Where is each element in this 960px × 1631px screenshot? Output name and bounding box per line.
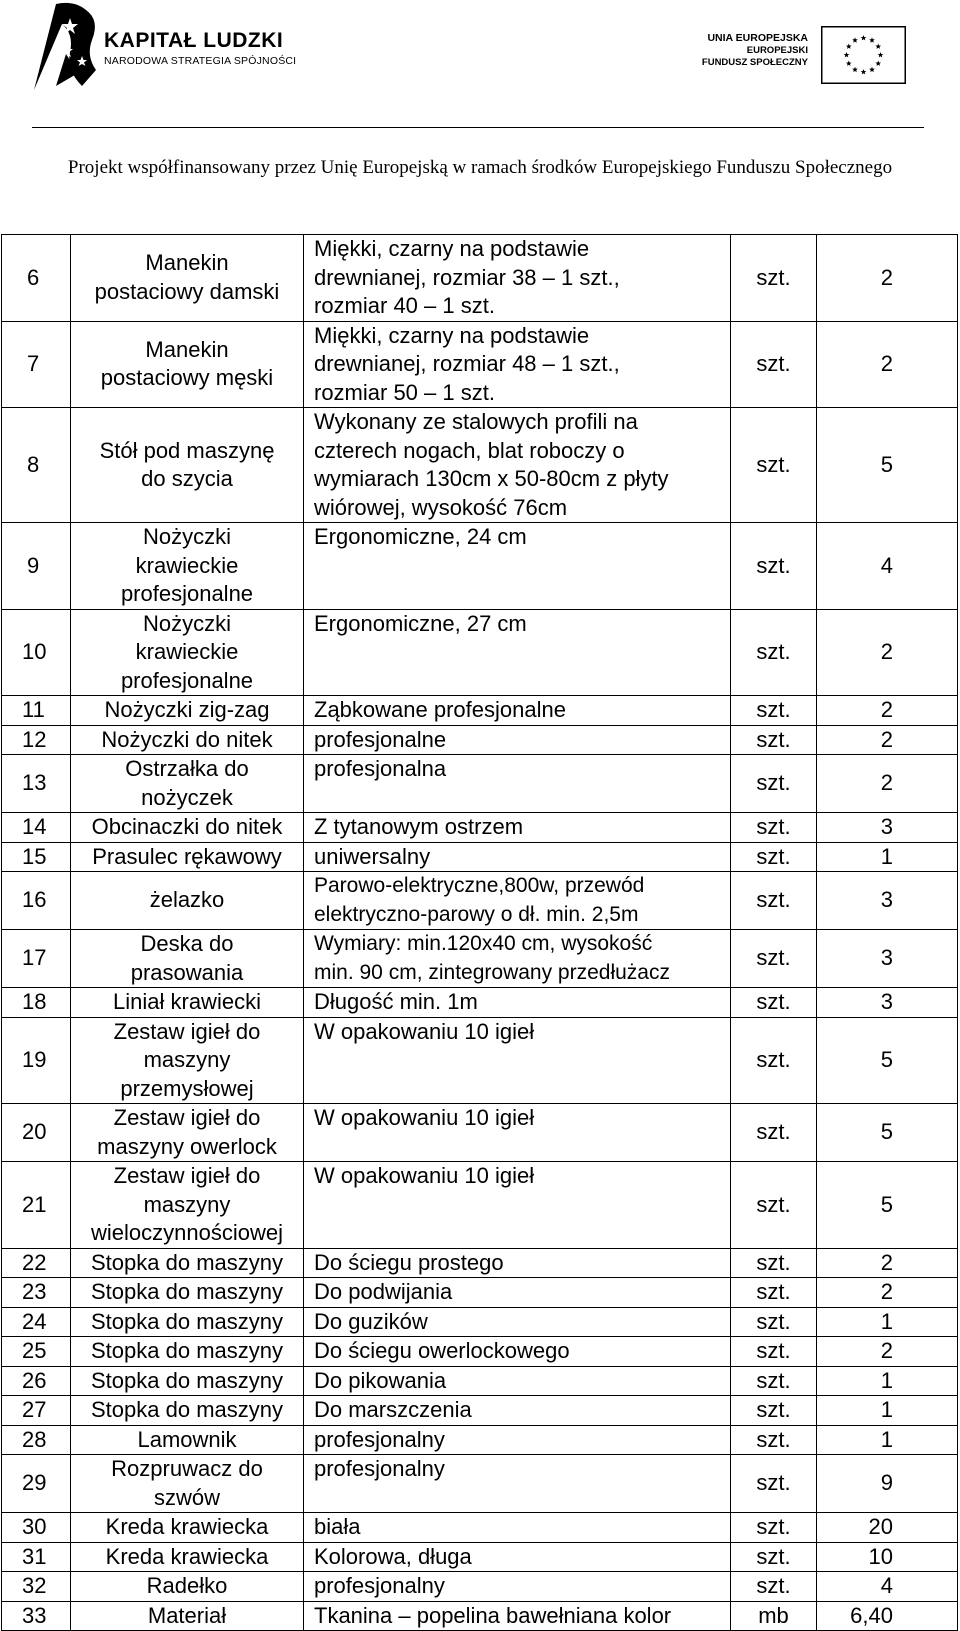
- item-description: [304, 235, 731, 322]
- item-number: 7: [2, 321, 71, 408]
- item-number: 28: [2, 1425, 71, 1455]
- item-description-line: Wymiary: min.120x40 cm, wysokość: [314, 932, 653, 955]
- item-quantity: 2: [817, 755, 958, 813]
- item-unit: szt.: [731, 1104, 817, 1162]
- item-description-line: Tkanina – popelina bawełniana kolor: [314, 1602, 672, 1628]
- item-unit: szt.: [731, 408, 817, 523]
- item-name-line: Zestaw igieł do: [113, 1105, 261, 1130]
- item-name-line: Stopka do maszyny: [91, 1367, 283, 1393]
- item-number: 23: [2, 1278, 71, 1308]
- table-row: [2, 755, 958, 813]
- item-quantity: 5: [817, 1017, 958, 1104]
- item-number: 8: [2, 408, 71, 523]
- item-name: [71, 1337, 304, 1367]
- table-row: [2, 321, 958, 408]
- item-name-line: Kreda krawiecka: [105, 1543, 269, 1569]
- item-unit: szt.: [731, 872, 817, 930]
- item-name: [71, 1396, 304, 1426]
- item-description-line: Miękki, czarny na podstawie: [314, 236, 590, 261]
- item-description: [304, 408, 731, 523]
- item-name: [71, 696, 304, 726]
- item-name-line: krawieckie: [135, 552, 239, 578]
- item-number: 32: [2, 1572, 71, 1602]
- item-description-line: biała: [314, 1514, 361, 1539]
- item-description: [304, 1248, 731, 1278]
- table-row: [2, 609, 958, 696]
- item-name-line: profesjonalne: [120, 581, 254, 606]
- item-quantity: 2: [817, 1337, 958, 1367]
- item-name: [71, 408, 304, 523]
- table-row: [2, 696, 958, 726]
- table-row: [2, 988, 958, 1018]
- item-name: [71, 1425, 304, 1455]
- table-row: [2, 1162, 958, 1249]
- item-name-line: Nożyczki: [142, 524, 231, 549]
- item-quantity: 2: [817, 609, 958, 696]
- table-row: [2, 408, 958, 523]
- item-name-line: prasowania: [130, 959, 244, 985]
- item-unit: szt.: [731, 523, 817, 610]
- item-number: 12: [2, 725, 71, 755]
- item-name-line: Materiał: [147, 1602, 227, 1628]
- item-description-line: profesjonalny: [314, 1426, 445, 1452]
- item-description-line: Do pikowania: [314, 1367, 447, 1393]
- item-name-line: do szycia: [141, 466, 233, 491]
- item-description: [304, 1572, 731, 1602]
- item-name: [71, 725, 304, 755]
- item-number: 27: [2, 1396, 71, 1426]
- item-quantity: 4: [817, 523, 958, 610]
- item-description-line: Do guzików: [314, 1308, 428, 1334]
- item-description: [304, 1366, 731, 1396]
- item-quantity: 2: [817, 1278, 958, 1308]
- item-name-line: Nożyczki do nitek: [101, 726, 273, 752]
- table-row: [2, 1366, 958, 1396]
- item-quantity: 4: [817, 1572, 958, 1602]
- kapital-ludzki-title: KAPITAŁ LUDZKI: [104, 29, 284, 52]
- item-description-line: drewnianej, rozmiar 38 – 1 szt.,: [314, 264, 620, 290]
- item-name-line: Stopka do maszyny: [91, 1397, 283, 1422]
- equipment-table: [1, 234, 958, 1631]
- item-number: 13: [2, 755, 71, 813]
- item-description-line: Ergonomiczne, 27 cm: [314, 610, 527, 636]
- item-name: [71, 872, 304, 930]
- table-row: [2, 930, 958, 988]
- table-row: [2, 1337, 958, 1367]
- item-unit: szt.: [731, 321, 817, 408]
- item-number: 11: [2, 696, 71, 726]
- table-row: [2, 1455, 958, 1513]
- item-number: 20: [2, 1104, 71, 1162]
- item-name: [71, 1104, 304, 1162]
- table-row: [2, 1248, 958, 1278]
- item-description-line: W opakowaniu 10 igieł: [314, 1163, 535, 1188]
- item-number: 14: [2, 813, 71, 843]
- eu-logo-text: [690, 32, 808, 69]
- item-unit: szt.: [731, 1017, 817, 1104]
- item-quantity: 1: [817, 1307, 958, 1337]
- table-row: [2, 842, 958, 872]
- item-description: [304, 813, 731, 843]
- item-name-line: Prasulec rękawowy: [92, 843, 282, 869]
- table-row: [2, 813, 958, 843]
- item-description-line: Do marszczenia: [314, 1397, 472, 1422]
- item-quantity: 5: [817, 1162, 958, 1249]
- item-name: [71, 1572, 304, 1602]
- item-name-line: Ostrzałka do: [125, 756, 249, 781]
- item-description: [304, 842, 731, 872]
- item-description: [304, 755, 731, 813]
- table-row: [2, 1278, 958, 1308]
- item-number: 6: [2, 235, 71, 322]
- item-description-line: wymiarach 130cm x 50-80cm z płyty: [314, 466, 669, 491]
- item-number: 9: [2, 523, 71, 610]
- item-description: [304, 1307, 731, 1337]
- item-number: 29: [2, 1455, 71, 1513]
- item-name: [71, 1017, 304, 1104]
- item-name: [71, 1278, 304, 1308]
- item-description-line: Do podwijania: [314, 1279, 453, 1304]
- item-unit: szt.: [731, 1425, 817, 1455]
- item-name-line: szwów: [153, 1484, 220, 1510]
- item-number: 24: [2, 1307, 71, 1337]
- item-number: 31: [2, 1542, 71, 1572]
- table-row: [2, 1396, 958, 1426]
- item-quantity: 5: [817, 1104, 958, 1162]
- item-description-line: profesjonalne: [314, 726, 447, 752]
- item-description-line: Do ściegu owerlockowego: [314, 1338, 570, 1363]
- item-description-line: rozmiar 50 – 1 szt.: [314, 379, 495, 405]
- item-name-line: Stół pod maszynę: [99, 437, 275, 463]
- item-unit: szt.: [731, 1513, 817, 1543]
- item-unit: szt.: [731, 842, 817, 872]
- item-number: 15: [2, 842, 71, 872]
- item-name-line: profesjonalne: [120, 667, 254, 693]
- item-description-line: Wykonany ze stalowych profili na: [314, 409, 638, 434]
- item-unit: szt.: [731, 755, 817, 813]
- item-name-line: Rozpruwacz do: [111, 1456, 263, 1481]
- table-row: [2, 235, 958, 322]
- item-name-line: Kreda krawiecka: [105, 1514, 269, 1539]
- item-description: [304, 609, 731, 696]
- item-description-line: Parowo-elektryczne,800w, przewód: [314, 874, 645, 897]
- item-name: [71, 235, 304, 322]
- item-quantity: 1: [817, 1366, 958, 1396]
- item-description-line: Miękki, czarny na podstawie: [314, 322, 590, 348]
- item-description-line: Ząbkowane profesjonalne: [314, 697, 566, 722]
- item-description: [304, 321, 731, 408]
- item-description: [304, 1337, 731, 1367]
- item-description: [304, 1425, 731, 1455]
- item-description: [304, 696, 731, 726]
- item-name-line: Nożyczki zig-zag: [104, 697, 270, 722]
- item-description-line: czterech nogach, blat roboczy o: [314, 437, 625, 463]
- item-unit: szt.: [731, 1396, 817, 1426]
- item-number: 17: [2, 930, 71, 988]
- table-row: [2, 1425, 958, 1455]
- item-quantity: 2: [817, 725, 958, 755]
- item-description-line: rozmiar 40 – 1 szt.: [314, 293, 495, 318]
- item-unit: szt.: [731, 1337, 817, 1367]
- header-divider: [32, 127, 924, 128]
- table-row: [2, 1572, 958, 1602]
- item-quantity: 2: [817, 696, 958, 726]
- table-row: [2, 1017, 958, 1104]
- item-name-line: Zestaw igieł do: [113, 1018, 261, 1044]
- item-name-line: maszyny: [143, 1191, 231, 1217]
- item-number: 18: [2, 988, 71, 1018]
- item-description-line: W opakowaniu 10 igieł: [314, 1018, 535, 1044]
- item-description: [304, 1278, 731, 1308]
- item-description-line: min. 90 cm, zintegrowany przedłużacz: [314, 960, 670, 984]
- table-row: [2, 872, 958, 930]
- item-quantity: 3: [817, 872, 958, 930]
- item-description-line: wiórowej, wysokość 76cm: [314, 494, 568, 520]
- item-quantity: 3: [817, 930, 958, 988]
- item-description-line: profesjonalny: [314, 1573, 445, 1598]
- item-quantity: 10: [817, 1542, 958, 1572]
- item-unit: szt.: [731, 1278, 817, 1308]
- item-description-line: profesjonalny: [314, 1456, 445, 1481]
- item-name-line: Deska do: [140, 931, 234, 956]
- item-description: [304, 1542, 731, 1572]
- item-unit: szt.: [731, 1248, 817, 1278]
- item-name-line: żelazko: [149, 887, 225, 913]
- item-unit: szt.: [731, 1572, 817, 1602]
- item-description-line: Z tytanowym ostrzem: [314, 814, 524, 839]
- item-description-line: uniwersalny: [314, 843, 431, 869]
- item-name: [71, 755, 304, 813]
- item-description-line: W opakowaniu 10 igieł: [314, 1105, 535, 1130]
- eu-fund-line2: FUNDUSZ SPOŁECZNY: [701, 57, 808, 68]
- item-name-line: maszyny: [143, 1047, 231, 1072]
- item-quantity: 3: [817, 988, 958, 1018]
- item-unit: szt.: [731, 235, 817, 322]
- item-name-line: Nożyczki: [142, 610, 231, 636]
- item-quantity: 20: [817, 1513, 958, 1543]
- item-name: [71, 1162, 304, 1249]
- item-name: [71, 988, 304, 1018]
- item-number: 33: [2, 1601, 71, 1631]
- item-name: [71, 609, 304, 696]
- item-name-line: Manekin: [145, 336, 229, 362]
- item-quantity: 1: [817, 1396, 958, 1426]
- item-description: [304, 523, 731, 610]
- item-name: [71, 1248, 304, 1278]
- item-name: [71, 523, 304, 610]
- item-number: 21: [2, 1162, 71, 1249]
- table-row: [2, 725, 958, 755]
- item-name-line: Stopka do maszyny: [91, 1249, 283, 1275]
- item-unit: szt.: [731, 930, 817, 988]
- item-name-line: Stopka do maszyny: [91, 1338, 283, 1363]
- eu-name: UNIA EUROPEJSKA: [707, 32, 808, 44]
- item-description: [304, 872, 731, 930]
- item-name-line: Stopka do maszyny: [91, 1308, 283, 1334]
- item-quantity: 2: [817, 1248, 958, 1278]
- item-description: [304, 1601, 731, 1631]
- item-quantity: 1: [817, 842, 958, 872]
- item-quantity: 3: [817, 813, 958, 843]
- item-quantity: 9: [817, 1455, 958, 1513]
- item-number: 19: [2, 1017, 71, 1104]
- table-row: [2, 1542, 958, 1572]
- table-row: [2, 1601, 958, 1631]
- item-name-line: Liniał krawiecki: [113, 989, 261, 1014]
- item-unit: szt.: [731, 988, 817, 1018]
- item-name: [71, 1513, 304, 1543]
- item-quantity: 2: [817, 235, 958, 322]
- item-name-line: wieloczynnościowej: [91, 1220, 283, 1245]
- item-description: [304, 1513, 731, 1543]
- item-quantity: 5: [817, 408, 958, 523]
- item-name: [71, 842, 304, 872]
- project-cofinancing-note: Projekt współfinansowany przez Unię Europejską w ramach środków Europejskiego Funduszu Społecznego: [67, 157, 893, 178]
- item-unit: szt.: [731, 609, 817, 696]
- item-number: 10: [2, 609, 71, 696]
- item-name-line: Radełko: [146, 1573, 228, 1598]
- item-unit: mb: [731, 1601, 817, 1631]
- item-unit: szt.: [731, 1162, 817, 1249]
- item-description: [304, 1017, 731, 1104]
- item-name: [71, 813, 304, 843]
- item-description: [304, 1455, 731, 1513]
- item-number: 26: [2, 1366, 71, 1396]
- table-row: [2, 1513, 958, 1543]
- item-unit: szt.: [731, 725, 817, 755]
- item-description-line: Długość min. 1m: [314, 989, 478, 1014]
- item-unit: szt.: [731, 696, 817, 726]
- item-quantity: 2: [817, 321, 958, 408]
- item-description: [304, 1162, 731, 1249]
- item-name-line: postaciowy męski: [100, 365, 274, 391]
- item-description: [304, 1104, 731, 1162]
- item-description: [304, 725, 731, 755]
- item-name: [71, 1455, 304, 1513]
- item-name-line: maszyny owerlock: [97, 1133, 277, 1159]
- item-name-line: Manekin: [145, 250, 229, 276]
- item-name-line: Zestaw igieł do: [113, 1163, 261, 1188]
- kapital-ludzki-subtitle: NARODOWA STRATEGIA SPÓJNOŚCI: [104, 55, 297, 67]
- item-unit: szt.: [731, 1542, 817, 1572]
- item-number: 16: [2, 872, 71, 930]
- table-row: [2, 1307, 958, 1337]
- item-name-line: Stopka do maszyny: [91, 1279, 283, 1304]
- item-description-line: Ergonomiczne, 24 cm: [314, 524, 527, 549]
- item-name: [71, 321, 304, 408]
- item-description-line: profesjonalna: [314, 756, 447, 781]
- item-unit: szt.: [731, 1455, 817, 1513]
- item-name-line: krawieckie: [135, 639, 239, 664]
- item-description: [304, 988, 731, 1018]
- item-description-line: elektryczno-parowy o dł. min. 2,5m: [314, 902, 639, 926]
- item-description: [304, 1396, 731, 1426]
- eu-fund-line1: EUROPEJSKI: [746, 45, 808, 56]
- item-name-line: nożyczek: [141, 784, 233, 810]
- item-number: 22: [2, 1248, 71, 1278]
- item-description: [304, 930, 731, 988]
- item-name: [71, 1307, 304, 1337]
- table-row: [2, 523, 958, 610]
- item-unit: szt.: [731, 1366, 817, 1396]
- eu-flag-icon: [821, 26, 906, 84]
- item-name: [71, 930, 304, 988]
- item-description-line: drewnianej, rozmiar 48 – 1 szt.,: [314, 351, 620, 376]
- item-unit: szt.: [731, 813, 817, 843]
- table-row: [2, 1104, 958, 1162]
- item-name-line: Lamownik: [137, 1426, 237, 1452]
- item-description-line: Do ściegu prostego: [314, 1249, 504, 1275]
- item-quantity: 6,40: [817, 1601, 958, 1631]
- item-name: [71, 1366, 304, 1396]
- item-name: [71, 1542, 304, 1572]
- item-name-line: postaciowy damski: [94, 278, 280, 304]
- item-description-line: Kolorowa, długa: [314, 1543, 472, 1569]
- item-number: 30: [2, 1513, 71, 1543]
- item-number: 25: [2, 1337, 71, 1367]
- item-name: [71, 1601, 304, 1631]
- item-unit: szt.: [731, 1307, 817, 1337]
- item-name-line: przemysłowej: [120, 1075, 254, 1101]
- item-quantity: 1: [817, 1425, 958, 1455]
- item-name-line: Obcinaczki do nitek: [91, 814, 283, 839]
